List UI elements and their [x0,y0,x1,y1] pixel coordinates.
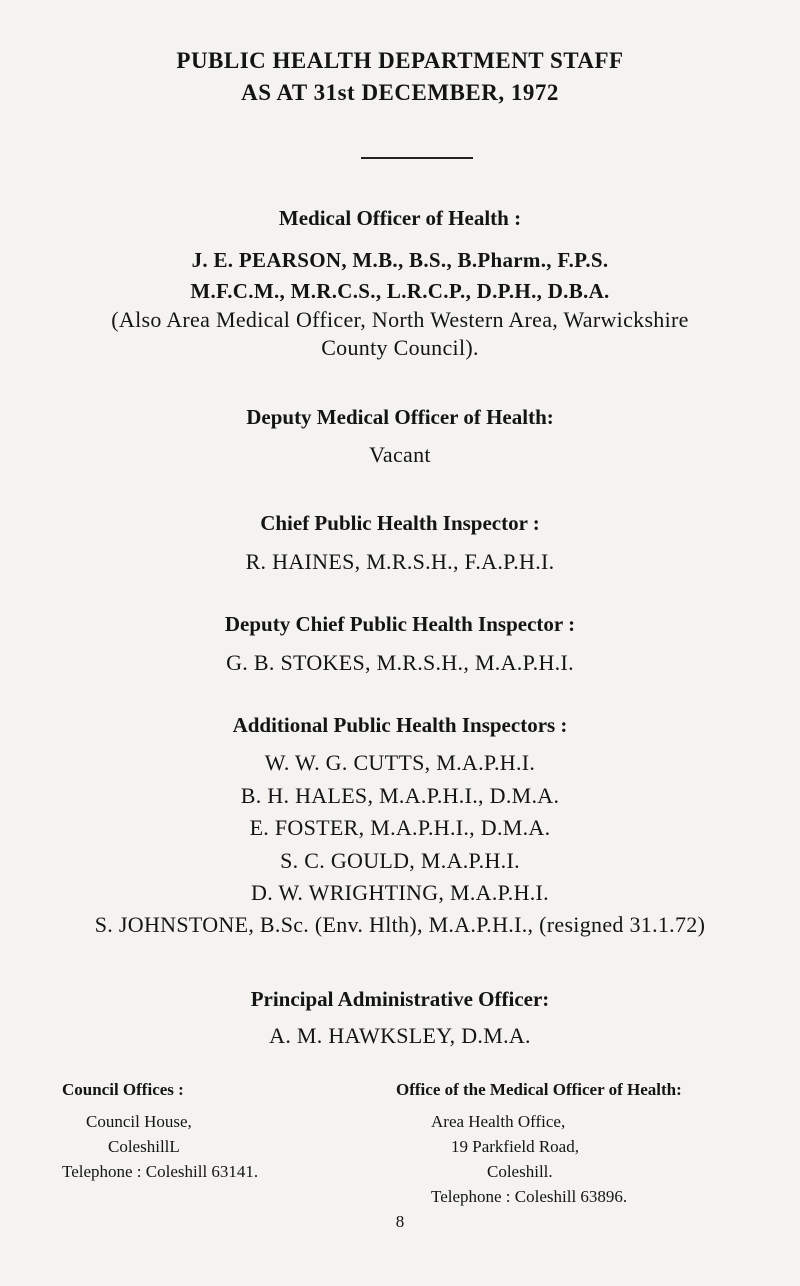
moh-office-line: Telephone : Coleshill 63896. [431,1187,628,1206]
deputy-chief-phi-heading: Deputy Chief Public Health Inspector : [224,612,576,636]
page-title-line2: AS AT 31st DECEMBER, 1972 [241,80,559,105]
council-offices-heading: Council Offices : [62,1080,184,1099]
council-offices-line: Telephone : Coleshill 63141. [62,1162,259,1181]
moh-name-line1: J. E. PEARSON, M.B., B.S., B.Pharm., F.P.S. [191,248,609,272]
moh-heading: Medical Officer of Health : [278,206,522,230]
deputy-chief-phi-name: G. B. STOKES, M.R.S.H., M.A.P.H.I. [226,650,574,675]
chief-phi-heading: Chief Public Health Inspector : [260,511,540,535]
moh-office-line: Coleshill. [487,1162,553,1181]
additional-phi-heading: Additional Public Health Inspectors : [232,713,568,737]
deputy-moh-name: Vacant [369,442,431,467]
page-number: 8 [395,1212,405,1231]
moh-office-line: 19 Parkfield Road, [451,1137,579,1156]
additional-phi-name: D. W. WRIGHTING, M.A.P.H.I. [251,880,549,905]
admin-heading: Principal Administrative Officer: [250,987,550,1011]
moh-name-line2: M.F.C.M., M.R.C.S., L.R.C.P., D.P.H., D.B.A. [190,279,610,303]
moh-note-line1: (Also Area Medical Officer, North Western Area, Warwickshire [111,307,689,332]
additional-phi-name: S. C. GOULD, M.A.P.H.I. [280,848,520,873]
page-title-line1: PUBLIC HEALTH DEPARTMENT STAFF [176,48,624,73]
council-offices-line: Council House, [86,1112,192,1131]
moh-office-heading: Office of the Medical Officer of Health: [396,1080,682,1099]
additional-phi-name: W. W. G. CUTTS, M.A.P.H.I. [264,750,536,775]
additional-phi-name: B. H. HALES, M.A.P.H.I., D.M.A. [240,783,560,808]
title-divider [361,157,473,159]
council-offices-line: ColeshillL [108,1137,180,1156]
additional-phi-name: S. JOHNSTONE, B.Sc. (Env. Hlth), M.A.P.H.I., (resigned 31.1.72) [94,912,706,937]
admin-name: A. M. HAWKSLEY, D.M.A. [269,1023,531,1048]
deputy-moh-heading: Deputy Medical Officer of Health: [246,405,554,429]
moh-office-line: Area Health Office, [431,1112,566,1131]
chief-phi-name: R. HAINES, M.R.S.H., F.A.P.H.I. [245,549,555,574]
additional-phi-name: E. FOSTER, M.A.P.H.I., D.M.A. [249,815,551,840]
moh-note-line2: County Council). [321,335,479,360]
